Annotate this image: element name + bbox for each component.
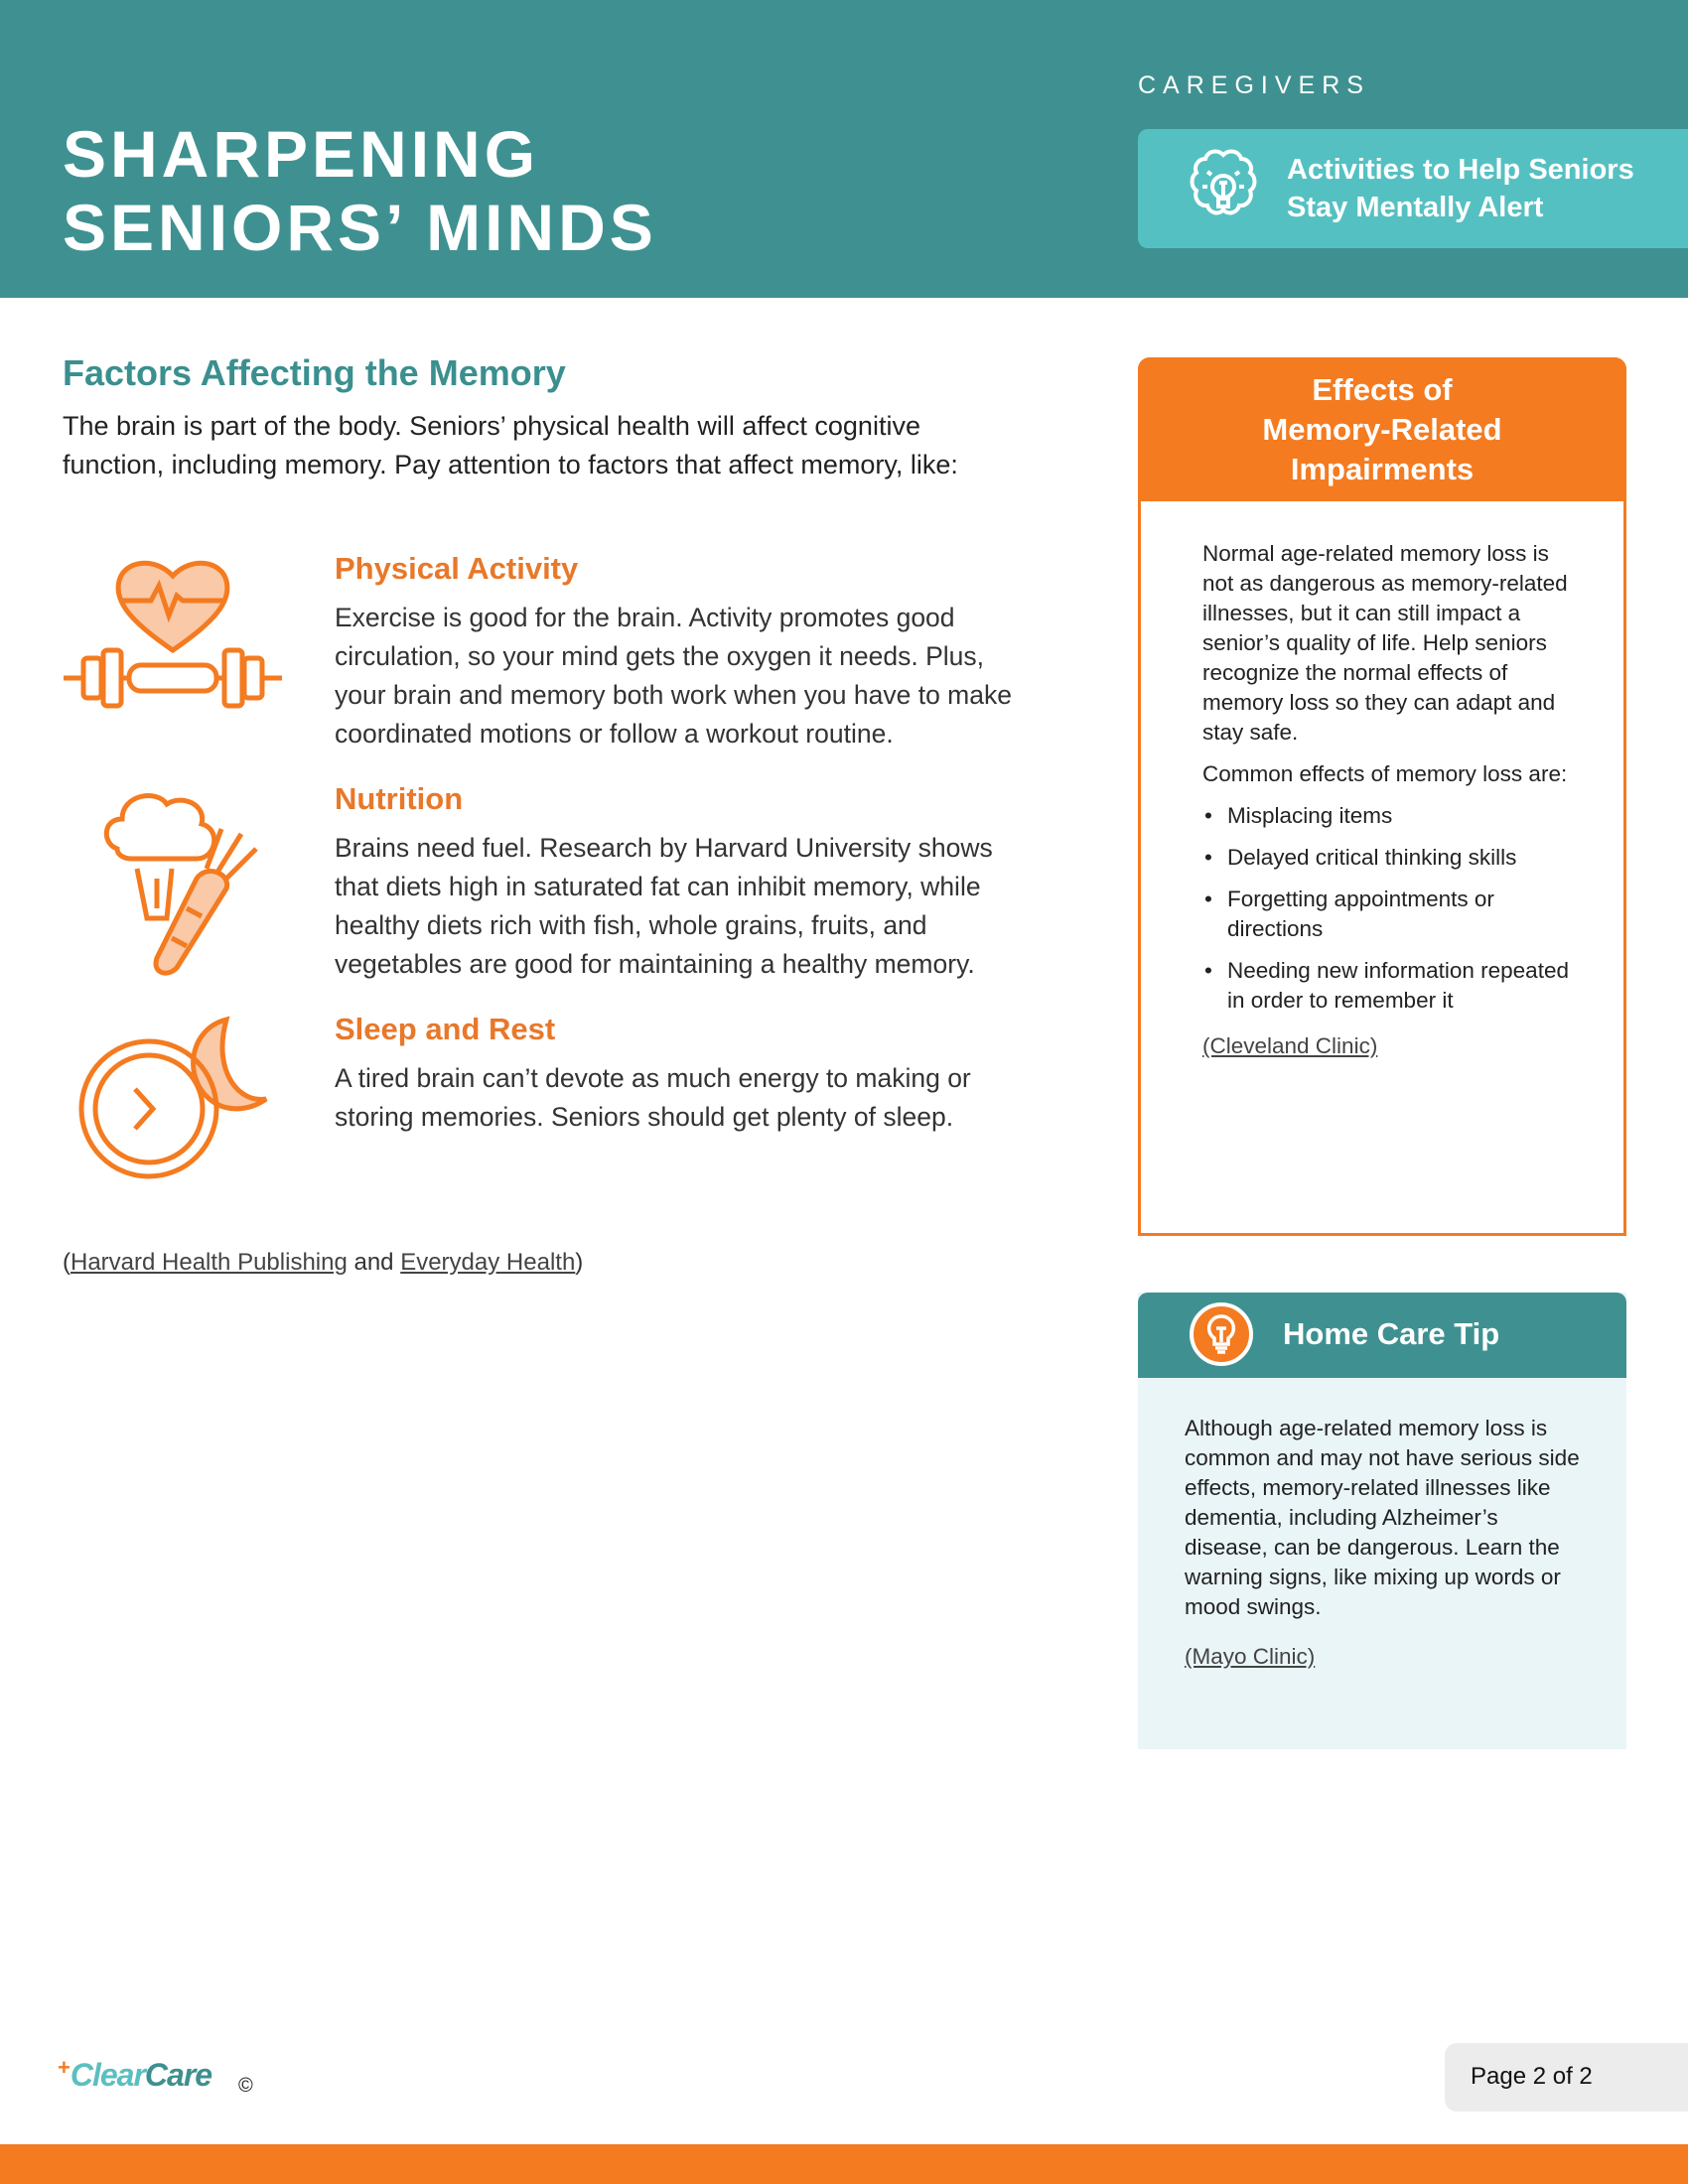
copyright-symbol: © (238, 2075, 253, 2097)
paren: ) (575, 1249, 584, 1276)
list-item: • Misplacing items (1202, 801, 1580, 831)
category-label: CAREGIVERS (1138, 71, 1370, 99)
tip-header (1138, 1293, 1626, 1378)
physical-activity-section (335, 549, 1030, 753)
effects-list (1202, 801, 1580, 1016)
page-number: Page 2 of 2 (1471, 2063, 1593, 2090)
footer-bar (0, 2144, 1688, 2184)
section-heading: Factors Affecting the Memory (63, 352, 566, 393)
home-care-tip-box (1138, 1293, 1626, 1749)
harvard-health-link[interactable]: Harvard Health Publishing (70, 1249, 348, 1276)
nutrition-heading: Nutrition (335, 781, 464, 816)
sleep-heading: Sleep and Rest (335, 1012, 556, 1046)
mayo-clinic-link[interactable]: (Mayo Clinic) (1185, 1644, 1316, 1669)
physical-activity-heading: Physical Activity (335, 551, 579, 586)
everyday-health-link[interactable]: Everyday Health (400, 1249, 576, 1276)
page-title (63, 117, 657, 264)
heading-line: Effects of (1312, 372, 1453, 407)
factor-sections (63, 549, 1030, 1278)
logo-care: Care (144, 2057, 212, 2093)
tip-body: Although age-related memory loss is common and may not have serious side effects, memory-related illnesses like dementia, including Alzheimer’s disease, can be dangerous. Learn the warning signs, like mixing up words or mood swings. (1185, 1416, 1580, 1619)
sleep-body: A tired brain can’t devote as much energy to making or storing memories. Seniors should get plenty of sleep. (335, 1063, 971, 1132)
intro-paragraph: The brain is part of the body. Seniors’ physical health will affect cognitive function, including memory. Pay attention to factors that affect memory, like: (63, 411, 958, 479)
tip-heading: Home Care Tip (1283, 1316, 1500, 1351)
title-line-1: SHARPENING (63, 117, 540, 191)
sleep-section (335, 1010, 1030, 1198)
effects-list-intro: Common effects of memory loss are: (1202, 761, 1568, 786)
nutrition-body: Brains need fuel. Research by Harvard University shows that diets high in saturated fat can inhibit memory, while healthy diets rich with fish, whole grains, fruits, and vegetables are good for maintaining a healthy memory. (335, 833, 993, 979)
paren: ( (63, 1249, 70, 1276)
clock-moon-icon (77, 1010, 271, 1188)
logo-clear: Clear (70, 2057, 145, 2093)
brain-lightbulb-icon (1182, 147, 1265, 230)
heading-line: Impairments (1290, 452, 1475, 486)
effects-paragraph: Normal age-related memory loss is not as dangerous as memory-related illnesses, but it can still impact a senior’s quality of life. Help seniors recognize the normal effects of memory loss so they can adapt and stay safe. (1202, 541, 1568, 745)
nutrition-section (335, 779, 1030, 984)
list-item: • Delayed critical thinking skills (1202, 843, 1580, 873)
title-line-2: SENIORS’ MINDS (63, 191, 657, 264)
lightbulb-icon (1190, 1302, 1253, 1366)
topic-line-2: Stay Mentally Alert (1287, 192, 1544, 223)
citation (63, 1248, 1030, 1278)
topic-line-1: Activities to Help Seniors (1287, 154, 1634, 186)
cleveland-clinic-link[interactable]: (Cleveland Clinic) (1202, 1033, 1378, 1058)
heading-line: Memory-Related (1262, 412, 1502, 447)
page-number-box (1445, 2043, 1688, 2112)
heart-dumbbell-icon (60, 551, 286, 730)
clearcare-logo (58, 2057, 211, 2094)
effects-heading (1138, 357, 1626, 501)
broccoli-carrot-icon (77, 779, 266, 983)
topic-banner (1138, 129, 1688, 248)
effects-sidebar-box (1138, 357, 1626, 1236)
list-item: • Needing new information repeated in order to remember it (1202, 956, 1580, 1016)
list-item: • Forgetting appointments or directions (1202, 885, 1580, 944)
plus-icon: + (58, 2055, 70, 2080)
physical-activity-body: Exercise is good for the brain. Activity promotes good circulation, so your mind gets the oxygen it needs. Plus, your brain and memory both work when you have to make coordinated motions or follow a workout routine. (335, 603, 1012, 749)
conjunction: and (347, 1249, 401, 1276)
